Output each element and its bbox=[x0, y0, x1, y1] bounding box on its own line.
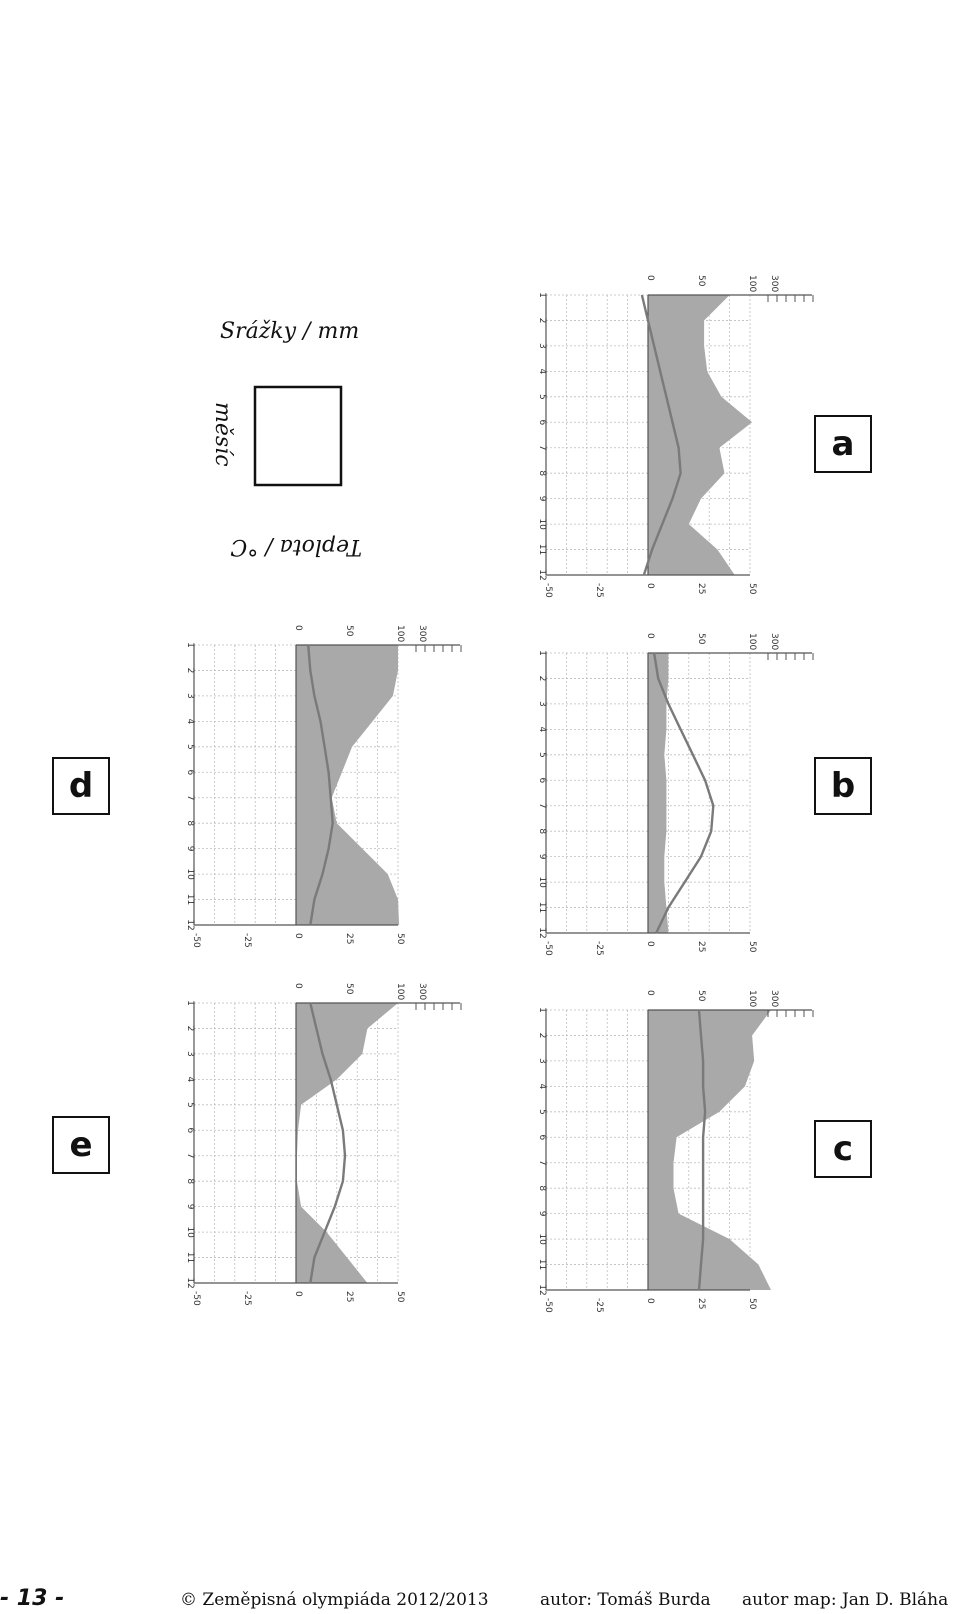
month-tick-label: 12 bbox=[537, 927, 547, 939]
precipitation-tick-label: 100 bbox=[747, 990, 757, 1008]
precipitation-tick-label: 50 bbox=[696, 990, 706, 1002]
page-footer bbox=[0, 1586, 960, 1614]
temperature-tick-label: 50 bbox=[747, 1298, 757, 1310]
month-tick-label: 3 bbox=[537, 701, 547, 707]
temperature-tick-label: 25 bbox=[696, 583, 706, 595]
month-tick-label: 9 bbox=[537, 853, 547, 860]
month-tick-label: 2 bbox=[537, 1032, 547, 1039]
precipitation-tick-label: 0 bbox=[645, 990, 655, 996]
month-tick-label: 1 bbox=[537, 292, 547, 298]
chart-label-e: e bbox=[52, 1116, 110, 1174]
month-tick-label: 7 bbox=[185, 794, 195, 801]
climate-chart-c bbox=[520, 985, 820, 1320]
month-tick-label: 1 bbox=[537, 1007, 547, 1013]
precipitation-tick-label: 50 bbox=[344, 983, 354, 995]
author-text: autor: Tomáš Burda bbox=[540, 1590, 711, 1610]
page-number: - 13 - bbox=[0, 1586, 65, 1611]
temperature-tick-label: 0 bbox=[645, 583, 655, 589]
temperature-tick-label: -50 bbox=[543, 941, 553, 956]
month-tick-label: 8 bbox=[537, 470, 547, 477]
month-tick-label: 3 bbox=[537, 1058, 547, 1064]
climate-chart-a bbox=[520, 270, 820, 605]
precipitation-tick-label: 100 bbox=[747, 633, 757, 651]
temperature-tick-label: -25 bbox=[242, 1291, 252, 1306]
temperature-tick-label: 25 bbox=[344, 933, 354, 945]
month-tick-label: 3 bbox=[537, 343, 547, 349]
month-tick-label: 12 bbox=[185, 1277, 195, 1289]
precipitation-tick-label: 50 bbox=[344, 625, 354, 637]
month-tick-label: 6 bbox=[537, 1134, 547, 1141]
temperature-tick-label: 50 bbox=[395, 933, 405, 945]
month-tick-label: 2 bbox=[537, 675, 547, 682]
temperature-tick-label: 0 bbox=[293, 933, 303, 939]
legend-month-label: měsíc bbox=[210, 402, 235, 467]
precipitation-tick-label: 0 bbox=[293, 625, 303, 631]
month-tick-label: 5 bbox=[185, 743, 195, 750]
month-tick-label: 7 bbox=[537, 802, 547, 809]
month-tick-label: 4 bbox=[185, 1076, 195, 1083]
precipitation-area bbox=[648, 295, 752, 575]
precipitation-tick-label: 300 bbox=[769, 633, 779, 651]
month-tick-label: 11 bbox=[537, 1258, 547, 1271]
month-tick-label: 11 bbox=[537, 901, 547, 914]
temperature-tick-label: 0 bbox=[293, 1291, 303, 1297]
month-tick-label: 9 bbox=[185, 845, 195, 852]
temperature-tick-label: 50 bbox=[395, 1291, 405, 1303]
month-tick-label: 1 bbox=[185, 1000, 195, 1006]
month-tick-label: 11 bbox=[537, 543, 547, 556]
month-tick-label: 8 bbox=[185, 1178, 195, 1185]
legend-temperature-label: Teplota / °C bbox=[230, 534, 362, 559]
chart-label-a: a bbox=[814, 415, 872, 473]
temperature-tick-label: 50 bbox=[747, 583, 757, 595]
temperature-tick-label: 25 bbox=[696, 1298, 706, 1310]
temperature-tick-label: -25 bbox=[594, 1298, 604, 1313]
month-tick-label: 2 bbox=[185, 1025, 195, 1032]
month-tick-label: 11 bbox=[185, 1251, 195, 1264]
temperature-tick-label: -25 bbox=[594, 941, 604, 956]
precipitation-tick-label: 100 bbox=[747, 275, 757, 293]
month-tick-label: 6 bbox=[537, 777, 547, 784]
temperature-tick-label: 0 bbox=[645, 941, 655, 947]
month-tick-label: 6 bbox=[185, 1127, 195, 1134]
month-tick-label: 6 bbox=[185, 769, 195, 776]
month-tick-label: 12 bbox=[185, 919, 195, 931]
temperature-tick-label: -25 bbox=[594, 583, 604, 598]
month-tick-label: 9 bbox=[537, 1210, 547, 1217]
month-tick-label: 12 bbox=[537, 1284, 547, 1296]
precipitation-tick-label: 0 bbox=[293, 983, 303, 989]
precipitation-tick-label: 300 bbox=[417, 983, 427, 1001]
legend-precipitation-label: Srážky / mm bbox=[220, 319, 360, 344]
chart-label-b: b bbox=[814, 757, 872, 815]
climate-chart-e bbox=[168, 978, 468, 1313]
month-tick-label: 3 bbox=[185, 693, 195, 699]
month-tick-label: 4 bbox=[185, 718, 195, 725]
month-tick-label: 4 bbox=[537, 1083, 547, 1090]
precipitation-tick-label: 100 bbox=[395, 625, 405, 643]
precipitation-tick-label: 0 bbox=[645, 633, 655, 639]
month-tick-label: 1 bbox=[185, 642, 195, 648]
month-tick-label: 4 bbox=[537, 368, 547, 375]
month-tick-label: 4 bbox=[537, 726, 547, 733]
month-tick-label: 6 bbox=[537, 419, 547, 426]
precipitation-tick-label: 300 bbox=[769, 275, 779, 293]
precipitation-tick-label: 300 bbox=[769, 990, 779, 1008]
month-tick-label: 2 bbox=[185, 667, 195, 674]
temperature-tick-label: -50 bbox=[191, 933, 201, 948]
copyright-text: © Zeměpisná olympiáda 2012/2013 bbox=[180, 1590, 489, 1610]
temperature-tick-label: 25 bbox=[344, 1291, 354, 1303]
legend bbox=[180, 300, 410, 570]
month-tick-label: 10 bbox=[185, 868, 195, 880]
month-tick-label: 5 bbox=[185, 1101, 195, 1108]
month-tick-label: 3 bbox=[185, 1051, 195, 1057]
temperature-tick-label: 0 bbox=[645, 1298, 655, 1304]
temperature-tick-label: -50 bbox=[543, 583, 553, 598]
temperature-tick-label: 25 bbox=[696, 941, 706, 953]
climate-chart-b bbox=[520, 628, 820, 963]
month-tick-label: 8 bbox=[185, 820, 195, 827]
month-tick-label: 7 bbox=[537, 444, 547, 451]
month-tick-label: 9 bbox=[537, 495, 547, 502]
month-tick-label: 9 bbox=[185, 1203, 195, 1210]
temperature-tick-label: -50 bbox=[543, 1298, 553, 1313]
precipitation-tick-label: 300 bbox=[417, 625, 427, 643]
month-tick-label: 8 bbox=[537, 828, 547, 835]
month-tick-label: 11 bbox=[185, 893, 195, 906]
month-tick-label: 7 bbox=[537, 1159, 547, 1166]
precipitation-tick-label: 100 bbox=[395, 983, 405, 1001]
precipitation-area bbox=[296, 1003, 398, 1283]
month-tick-label: 12 bbox=[537, 569, 547, 581]
month-tick-label: 5 bbox=[537, 1108, 547, 1115]
month-tick-label: 10 bbox=[537, 518, 547, 530]
month-tick-label: 10 bbox=[185, 1226, 195, 1238]
month-tick-label: 7 bbox=[185, 1152, 195, 1159]
month-tick-label: 5 bbox=[537, 393, 547, 400]
precipitation-tick-label: 50 bbox=[696, 275, 706, 287]
month-tick-label: 10 bbox=[537, 876, 547, 888]
chart-label-c: c bbox=[814, 1120, 872, 1178]
month-tick-label: 5 bbox=[537, 751, 547, 758]
temperature-tick-label: -50 bbox=[191, 1291, 201, 1306]
climate-chart-d bbox=[168, 620, 468, 955]
chart-label-d: d bbox=[52, 757, 110, 815]
precipitation-area bbox=[296, 645, 399, 925]
month-tick-label: 2 bbox=[537, 317, 547, 324]
temperature-tick-label: -25 bbox=[242, 933, 252, 948]
temperature-tick-label: 50 bbox=[747, 941, 757, 953]
precipitation-tick-label: 50 bbox=[696, 633, 706, 645]
legend-box bbox=[255, 387, 341, 485]
month-tick-label: 10 bbox=[537, 1233, 547, 1245]
month-tick-label: 8 bbox=[537, 1185, 547, 1192]
precipitation-tick-label: 0 bbox=[645, 275, 655, 281]
month-tick-label: 1 bbox=[537, 650, 547, 656]
map-author-text: autor map: Jan D. Bláha bbox=[742, 1590, 949, 1610]
